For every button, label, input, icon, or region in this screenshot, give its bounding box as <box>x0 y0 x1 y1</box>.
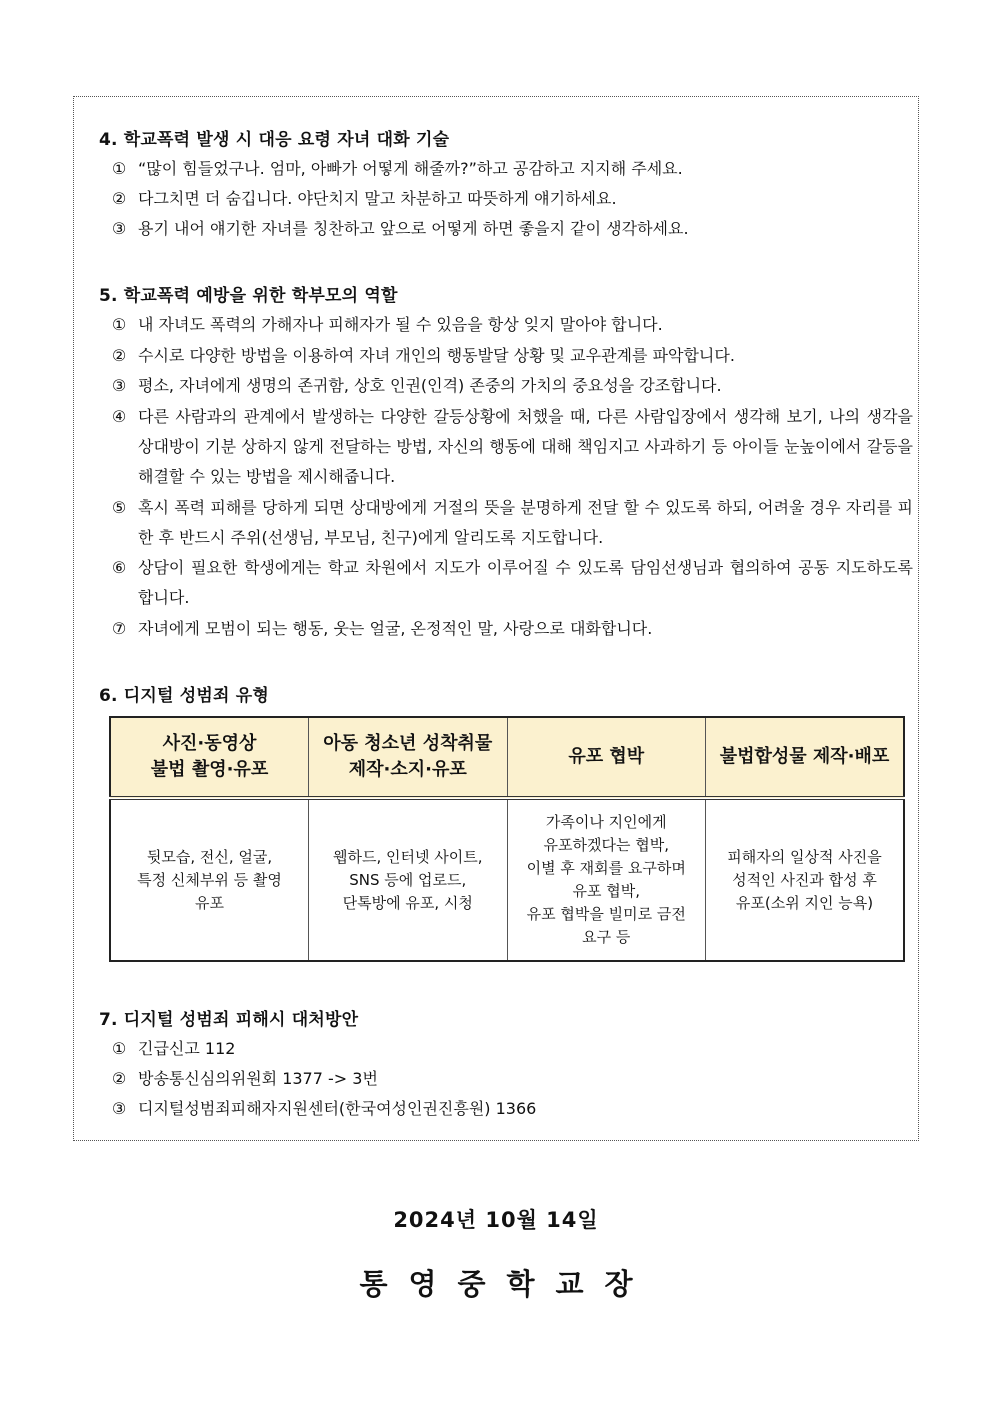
cell-line: 유포하겠다는 협박, <box>543 836 669 854</box>
table-header-cell <box>309 717 508 798</box>
header-line: 불법 촬영·유포 <box>150 759 269 780</box>
cell-line: 단톡방에 유포, 시청 <box>342 893 473 912</box>
list-item <box>108 341 913 371</box>
list-item <box>108 493 913 553</box>
section-4-heading: 4. 학교폭력 발생 시 대응 요령 자녀 대화 기술 <box>99 130 450 150</box>
item-number: ② <box>111 346 127 365</box>
item-text: 내 자녀도 폭력의 가해자나 피해자가 될 수 있음을 항상 잊지 말아야 합니다. <box>138 315 663 334</box>
item-text: 디지털성범죄피해자지원센터(한국여성인권진흥원) 1366 <box>138 1099 537 1118</box>
table-cell <box>507 798 706 961</box>
cell-line: 요구 등 <box>582 928 631 946</box>
list-item <box>108 184 913 214</box>
item-text: 다른 사람과의 관계에서 발생하는 다양한 갈등상황에 처했을 때, 다른 사람입장에서 생각해 보기, 나의 생각을 상대방이 기분 상하지 않게 전달하는 방법, 자신의 행동에 대해 책임지고 사과하기 등 아이들 눈높이에서 갈등을 해결할 수 있는 방법을 제시해줍니다. <box>138 407 913 486</box>
cell-line: 특정 신체부위 등 촬영 <box>137 870 282 889</box>
item-text: 긴급신고 112 <box>138 1039 236 1058</box>
cell-line: 성적인 사진과 합성 후 <box>732 870 877 889</box>
list-item <box>108 1094 913 1124</box>
table-row <box>110 798 904 961</box>
item-text: “많이 힘들었구나. 엄마, 아빠가 어떻게 해줄까?”하고 공감하고 지지해 주세요. <box>138 159 683 178</box>
cell-line: SNS 등에 업로드, <box>349 870 467 889</box>
item-number: ④ <box>111 407 127 426</box>
list-item <box>108 310 913 340</box>
table-header-cell <box>507 717 706 798</box>
table-header-cell <box>706 717 905 798</box>
cell-line: 유포 <box>195 893 224 912</box>
item-number: ③ <box>111 376 127 395</box>
table-cell <box>110 798 309 961</box>
cell-line: 피해자의 일상적 사진을 <box>727 847 882 866</box>
cell-line: 가족이나 지인에게 <box>545 813 667 831</box>
school-principal-signature: 통영중학교장 <box>359 1267 654 1301</box>
cell-line: 유포 협박을 빌미로 금전 <box>526 905 686 923</box>
issue-date: 2024년 10월 14일 <box>393 1208 599 1232</box>
cell-line: 이별 후 재회를 요구하며 <box>526 859 686 877</box>
list-item <box>108 553 913 613</box>
item-text: 용기 내어 얘기한 자녀를 칭찬하고 앞으로 어떻게 하면 좋을지 같이 생각하세요. <box>138 219 689 238</box>
table-cell <box>309 798 508 961</box>
section-5-heading: 5. 학교폭력 예방을 위한 학부모의 역할 <box>99 286 398 306</box>
item-text: 방송통신심의위원회 1377 -> 3번 <box>138 1069 378 1088</box>
list-item <box>108 371 913 401</box>
item-number: ② <box>111 1069 127 1088</box>
item-number: ① <box>111 159 127 178</box>
table-header-row <box>110 717 904 798</box>
item-text: 수시로 다양한 방법을 이용하여 자녀 개인의 행동발달 상황 및 교우관계를 파악합니다. <box>138 346 735 365</box>
header-line: 사진·동영상 <box>162 733 257 754</box>
item-number: ⑥ <box>111 558 127 577</box>
item-number: ① <box>111 315 127 334</box>
table-cell <box>706 798 905 961</box>
item-number: ② <box>111 189 127 208</box>
header-line: 아동 청소년 성착취물 <box>323 733 493 754</box>
list-item <box>108 614 913 644</box>
list-item <box>108 1064 913 1094</box>
cell-line: 뒷모습, 전신, 얼굴, <box>146 847 273 866</box>
item-number: ⑦ <box>111 619 127 638</box>
item-text: 상담이 필요한 학생에게는 학교 차원에서 지도가 이루어질 수 있도록 담임선생님과 협의하여 공동 지도하도록 합니다. <box>138 558 913 607</box>
item-text: 다그치면 더 숨깁니다. 야단치지 말고 차분하고 따뜻하게 얘기하세요. <box>138 189 617 208</box>
digital-crime-types-table <box>109 716 905 962</box>
item-text: 혹시 폭력 피해를 당하게 되면 상대방에게 거절의 뜻을 분명하게 전달 할 수 있도록 하되, 어려울 경우 자리를 피한 후 반드시 주위(선생님, 부모님, 친구)에게 알리도록 지도합니다. <box>138 498 913 547</box>
header-line: 유포 협박 <box>568 746 645 767</box>
list-item <box>108 214 913 244</box>
cell-line: 유포(소위 지인 능욕) <box>735 893 874 912</box>
item-number: ③ <box>111 1099 127 1118</box>
list-item <box>108 1034 913 1064</box>
section-7-heading: 7. 디지털 성범죄 피해시 대처방안 <box>99 1010 359 1030</box>
item-text: 자녀에게 모범이 되는 행동, 웃는 얼굴, 온정적인 말, 사랑으로 대화합니다. <box>138 619 653 638</box>
header-line: 불법합성물 제작·배포 <box>719 746 890 767</box>
item-number: ③ <box>111 219 127 238</box>
table-header-cell <box>110 717 309 798</box>
list-item <box>108 154 913 184</box>
header-line: 제작·소지·유포 <box>348 759 467 780</box>
item-number: ⑤ <box>111 498 127 517</box>
cell-line: 웹하드, 인터넷 사이트, <box>333 847 483 866</box>
section-6-heading: 6. 디지털 성범죄 유형 <box>99 686 270 706</box>
item-number: ① <box>111 1039 127 1058</box>
list-item <box>108 402 913 492</box>
cell-line: 유포 협박, <box>572 882 640 900</box>
item-text: 평소, 자녀에게 생명의 존귀함, 상호 인권(인격) 존중의 가치의 중요성을 강조합니다. <box>138 376 722 395</box>
